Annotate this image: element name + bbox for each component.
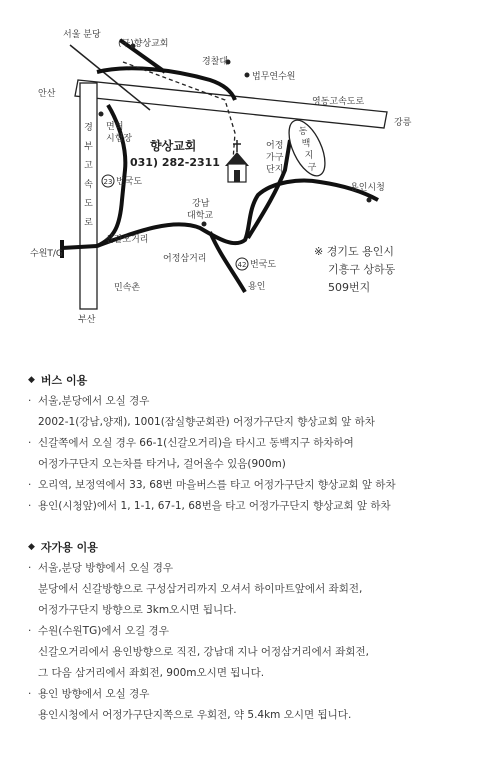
label-eojeong-2: 가구 — [266, 153, 284, 163]
list-item: · 서울,분당 방향에서 오실 경우 — [28, 558, 468, 579]
list-item-detail: 어정가구단지 오는차를 타거나, 걸어올수 있음(900m) — [38, 458, 286, 470]
label-route42: 번국도 — [250, 260, 277, 270]
list-item-detail: 그 다음 삼거리에서 좌회전, 900m오시면 됩니다. — [38, 667, 265, 679]
bullet-icon: · — [28, 625, 32, 637]
bullet-icon: · — [28, 688, 32, 700]
diamond-icon: ◆ — [28, 375, 35, 385]
list-item-detail: 신갈오거리에서 용인방향으로 직진, 강남대 지나 어정삼거리에서 좌회전, — [38, 646, 369, 658]
label-gangneung: 강릉 — [394, 118, 412, 128]
label-route23: 번국도 — [116, 177, 143, 187]
list-item-detail: 용인시청에서 어정가구단지쪽으로 우회전, 약 5.4km 오시면 됩니다. — [38, 709, 352, 721]
svg-text:구: 구 — [307, 163, 317, 173]
label-eojeong-3: 단지 — [266, 165, 284, 175]
bus-title-text: 버스 이용 — [40, 374, 88, 387]
label-exam-center-1: 면허 — [106, 122, 124, 132]
address-line-2: 기흥구 상하동 — [328, 263, 396, 276]
road-suwon — [62, 246, 97, 248]
svg-text:동: 동 — [298, 127, 308, 137]
gyeongbu-expressway-road — [80, 83, 97, 309]
bullet-icon: · — [28, 562, 32, 574]
exam-center-marker — [99, 112, 104, 117]
yongin-cityhall-marker — [367, 198, 372, 203]
route-42-badge — [236, 258, 248, 270]
route-23-badge — [102, 175, 114, 187]
gangnam-univ-marker — [202, 222, 207, 227]
church-tel: 031) 282-2311 — [130, 156, 220, 169]
location-map — [0, 0, 480, 340]
bullet-icon: · — [28, 500, 32, 512]
list-item: · 용인 방향에서 오실 경우 — [28, 684, 468, 705]
label-suwon-tg: 수원T/G — [30, 249, 63, 259]
label-eojeong-1: 어정 — [266, 141, 284, 151]
list-item: · 수원(수원TG)에서 오길 경우 — [28, 621, 468, 642]
svg-text:로: 로 — [84, 218, 93, 228]
church-icon — [225, 140, 249, 182]
label-ansan: 안산 — [38, 89, 56, 99]
label-yongin: 용인 — [248, 282, 266, 292]
list-item: · 신갈쪽에서 오실 경우 66-1(신갈오거리)을 타시고 동백지구 하차하여 — [28, 433, 468, 454]
svg-text:부: 부 — [84, 142, 93, 152]
label-old-church: (구)향상교회 — [118, 39, 169, 49]
law-institute-marker — [245, 73, 250, 78]
car-list — [28, 558, 468, 726]
svg-text:속: 속 — [84, 180, 93, 190]
list-item-detail: 어정가구단지 방향으로 3km오시면 됩니다. — [38, 604, 237, 616]
bullet-icon: · — [28, 479, 32, 491]
svg-text:도: 도 — [84, 199, 93, 209]
directions-section — [28, 370, 468, 726]
label-yongin-cityhall: 용인시청 — [350, 183, 385, 193]
label-seoul-bundang: 서울 분당 — [63, 30, 101, 40]
label-police-univ: 경찰대 — [202, 57, 229, 67]
label-busan: 부산 — [78, 315, 96, 325]
label-expressway: 영동고속도로 — [312, 97, 365, 107]
bus-list — [28, 391, 468, 517]
diamond-icon: ◆ — [28, 542, 35, 552]
car-title-text: 자가용 이용 — [40, 541, 98, 554]
bullet-icon: · — [28, 395, 32, 407]
label-eojeong-junction: 어정삼거리 — [163, 254, 207, 264]
address-line-1: ※ 경기도 용인시 — [314, 245, 394, 258]
label-singal: 신갈오거리 — [105, 235, 149, 245]
svg-text:고: 고 — [84, 161, 93, 171]
list-item: · 오리역, 보정역에서 33, 68번 마을버스를 타고 어정가구단지 향상교회 앞 하차 — [28, 475, 468, 496]
bus-section-title — [28, 370, 468, 391]
bullet-icon: · — [28, 437, 32, 449]
list-item-detail: 분당에서 신갈방향으로 구성삼거리까지 오셔서 하이마트앞에서 좌회전, — [38, 583, 363, 595]
label-law-institute: 법무연수원 — [252, 72, 296, 82]
svg-text:23: 23 — [103, 178, 113, 186]
label-gangnam-univ-1: 강남 — [192, 199, 210, 209]
address-line-3: 509번지 — [328, 281, 371, 294]
list-item: · 서울,분당에서 오실 경우 — [28, 391, 468, 412]
label-gangnam-univ-2: 대학교 — [187, 211, 214, 221]
svg-text:42: 42 — [237, 261, 247, 269]
label-exam-center-2: 시험장 — [106, 134, 133, 144]
svg-text:지: 지 — [304, 151, 314, 161]
svg-text:경: 경 — [84, 123, 93, 133]
car-section-title — [28, 537, 468, 558]
list-item: · 용인(시청앞)에서 1, 1-1, 67-1, 68번을 타고 어정가구단지 향상교회 앞 하차 — [28, 496, 468, 517]
svg-text:백: 백 — [301, 139, 311, 149]
church-name: 향상교회 — [150, 139, 197, 153]
list-item-detail: 2002-1(강남,양재), 1001(잠실향군회관) 어정가구단지 향상교회 앞 하차 — [38, 416, 375, 428]
label-minsokchon: 민속촌 — [114, 283, 141, 293]
